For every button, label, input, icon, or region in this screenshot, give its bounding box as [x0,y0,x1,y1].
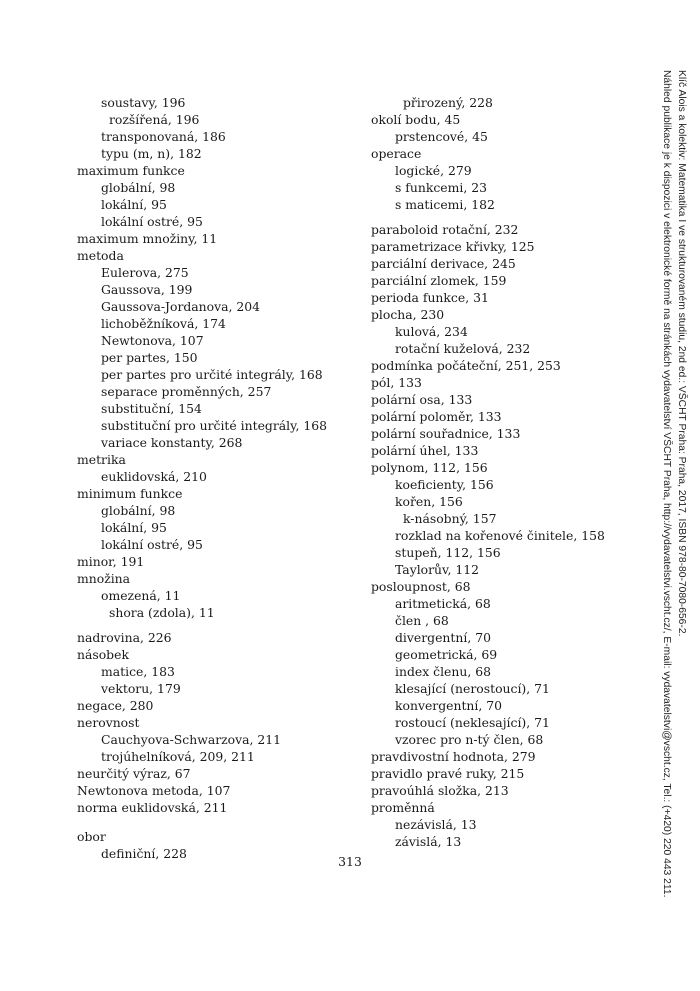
index-entry: vzorec pro n-tý člen, 68 [395,732,544,747]
index-entry: polární úhel, 133 [371,443,479,458]
index-entry: rostoucí (neklesající), 71 [395,715,550,730]
index-entry: klesající (nerostoucí), 71 [395,681,550,696]
index-entry: množina [77,571,131,586]
index-entry: obor [77,829,106,844]
index-entry: stupeň, 112, 156 [395,545,501,560]
index-column-right [371,94,641,850]
index-entry: Eulerova, 275 [101,265,189,280]
index-entry: kořen, 156 [395,494,463,509]
index-entry: posloupnost, 68 [371,579,471,594]
index-entry: polární osa, 133 [371,392,473,407]
index-entry: omezená, 11 [101,588,181,603]
index-entry: neurčitý výraz, 67 [77,766,191,781]
index-entry: divergentní, 70 [395,630,491,645]
index-entry: Gaussova, 199 [101,282,193,297]
index-entry: pól, 133 [371,375,422,390]
index-entry: metrika [77,452,126,467]
index-entry: Taylorův, 112 [395,562,480,577]
index-entry: Cauchyova-Schwarzova, 211 [101,732,282,747]
index-entry: euklidovská, 210 [101,469,207,484]
index-entry: Newtonova, 107 [101,333,204,348]
index-entry: plocha, 230 [371,307,445,322]
index-entry: pravoúhlá složka, 213 [371,783,509,798]
index-entry: závislá, 13 [395,834,462,849]
index-entry: per partes, 150 [101,350,198,365]
index-entry: parciální zlomek, 159 [371,273,507,288]
index-column-left [77,94,357,862]
index-entry: kulová, 234 [395,324,468,339]
index-entry: globální, 98 [101,180,176,195]
index-entry: transponovaná, 186 [101,129,226,144]
index-entry: maximum funkce [77,163,185,178]
index-entry: proměnná [371,800,435,815]
index-entry: s maticemi, 182 [395,197,495,212]
index-entry: globální, 98 [101,503,176,518]
index-entry: rozklad na kořenové činitele, 158 [395,528,605,543]
index-entry: variace konstanty, 268 [101,435,243,450]
index-entry: lokální, 95 [101,197,167,212]
index-entry: norma euklidovská, 211 [77,800,228,815]
index-entry: geometrická, 69 [395,647,498,662]
index-entry: s funkcemi, 23 [395,180,487,195]
index-entry: minor, 191 [77,554,145,569]
page-number: 313 [338,854,362,869]
index-entry: koeficienty, 156 [395,477,494,492]
index-entry: per partes pro určité integrály, 168 [101,367,323,382]
index-entry: matice, 183 [101,664,175,679]
index-entry: podmínka počáteční, 251, 253 [371,358,561,373]
index-entry: přirozený, 228 [403,95,493,110]
index-entry: substituční pro určité integrály, 168 [101,418,328,433]
index-entry: maximum množiny, 11 [77,231,218,246]
index-entry: polární poloměr, 133 [371,409,502,424]
index-entry: nezávislá, 13 [395,817,477,832]
index-entry: vektoru, 179 [101,681,181,696]
index-entry: pravidlo pravé ruky, 215 [371,766,525,781]
index-entry: minimum funkce [77,486,183,501]
index-entry: lokální, 95 [101,520,167,535]
index-entry: k-násobný, 157 [403,511,497,526]
index-entry: prstencové, 45 [395,129,488,144]
index-entry: shora (zdola), 11 [109,605,215,620]
index-entry: člen , 68 [395,613,449,628]
index-entry: separace proměnných, 257 [101,384,272,399]
index-entry: logické, 279 [395,163,472,178]
index-entry: perioda funkce, 31 [371,290,489,305]
index-entry: parametrizace křivky, 125 [371,239,535,254]
index-entry: polynom, 112, 156 [371,460,488,475]
index-entry: trojúhelníková, 209, 211 [101,749,255,764]
index-entry: definiční, 228 [101,846,187,861]
index-entry: rotační kuželová, 232 [395,341,531,356]
index-entry: soustavy, 196 [101,95,186,110]
index-entry: paraboloid rotační, 232 [371,222,519,237]
index-entry: index členu, 68 [395,664,491,679]
index-entry: aritmetická, 68 [395,596,491,611]
index-entry: Newtonova metoda, 107 [77,783,231,798]
index-entry: parciální derivace, 245 [371,256,516,271]
index-entry: lokální ostré, 95 [101,537,203,552]
index-entry: lichoběžníková, 174 [101,316,226,331]
index-entry: nerovnost [77,715,140,730]
index-entry: metoda [77,248,124,263]
index-entry: negace, 280 [77,698,154,713]
side-note-line-1: Klíč Alois a kolektiv: Matematika I ve strukturovaném studiu, 2nd ed.: VŠCHT Praha: Praha, 2017, ISBN 978-80-7080-656-2. [676,70,687,637]
index-entry: polární souřadnice, 133 [371,426,521,441]
index-entry: konvergentní, 70 [395,698,503,713]
index-entry: pravdivostní hodnota, 279 [371,749,536,764]
index-entry: lokální ostré, 95 [101,214,203,229]
index-entry: násobek [77,647,129,662]
index-entry: rozšířená, 196 [109,112,200,127]
index-entry: typu (m, n), 182 [101,146,202,161]
publisher-side-note [649,70,689,940]
index-entry: nadrovina, 226 [77,630,172,645]
side-note-line-2: Náhled publikace je k dispozici v elektronické formě na stránkách vydavatelství VŠCHT Praha, http://vydavatelstvi.vscht.cz/, E-mail: vydavatelstvi@vscht.cz, Tel.: (+420) 220 443 211. [661,70,672,898]
index-entry: okolí bodu, 45 [371,112,461,127]
index-entry: substituční, 154 [101,401,202,416]
index-entry: Gaussova-Jordanova, 204 [101,299,261,314]
index-entry: operace [371,146,422,161]
